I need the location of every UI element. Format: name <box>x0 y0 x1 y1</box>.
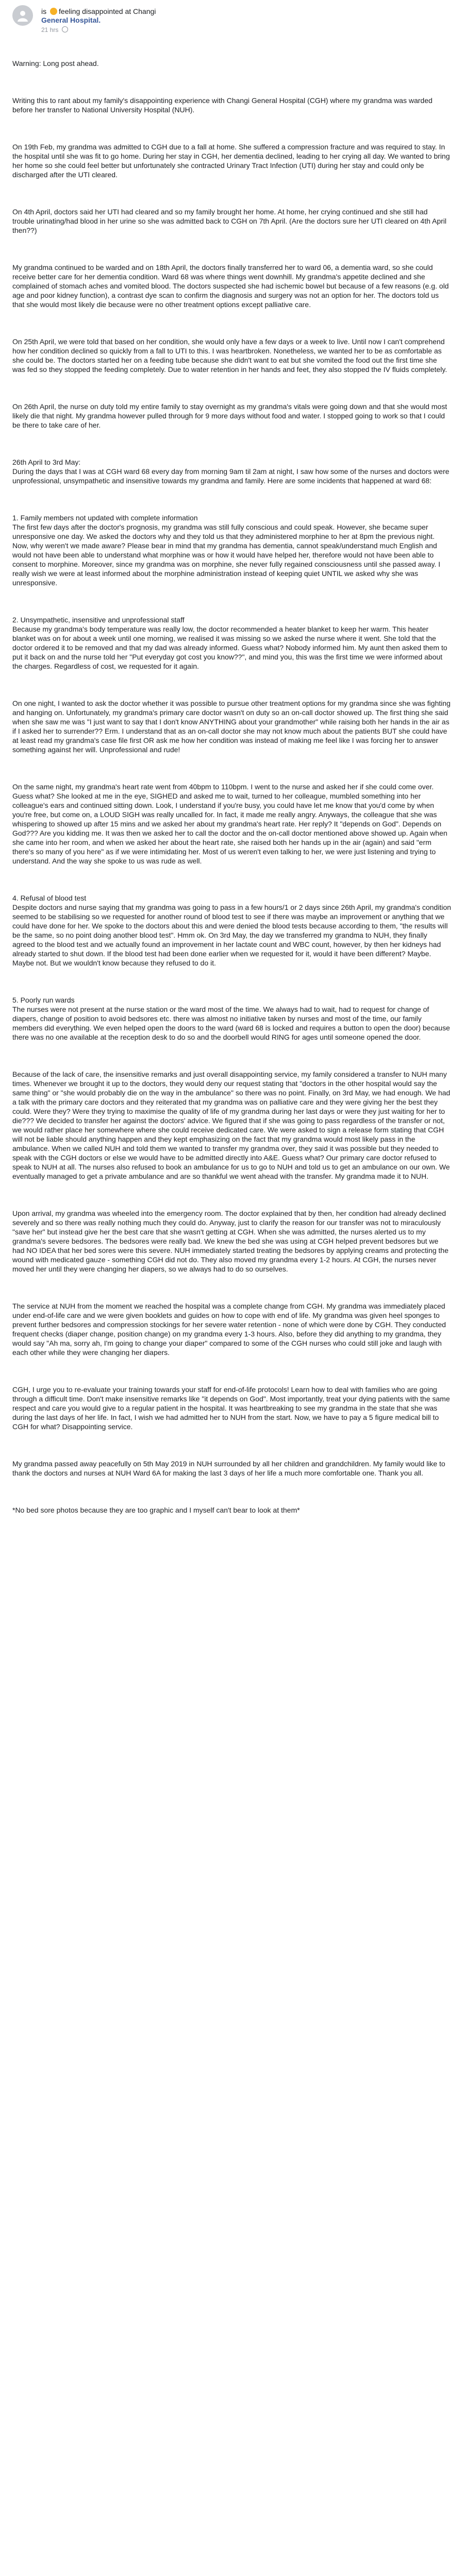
post-meta <box>41 26 452 33</box>
paragraph: On one night, I wanted to ask the doctor whether it was possible to pursue other treatment options for my grandma since she was fighting and hanging on. Unfortunately, my grandma's primary care doctor wasn't on duty so an on-call doctor showed up. The first thing she said when she saw me was "I just want to say that I don't know ANYTHING about your grandmother" while raising both her hands in the air as if I asked her to surrender?? Erm. I understand that as an on-call doctor she may not know much about the patients BUT she could have at least read my grandma's case file first OR ask me how her condition was instead of making me feel like I was forcing her to answer something against her will. Unprofessional and rude! <box>12 699 453 754</box>
paragraph: 26th April to 3rd May: During the days that I was at CGH ward 68 every day from morning 9am til 2am at night, I saw how some of the nurses and doctors were unprofessional, unsympathetic and insensitive towards my grandma and family. Here are some incidents that happened at ward 68: <box>12 458 450 485</box>
paragraph: Writing this to rant about my family's disappointing experience with Changi General Hospital (CGH) where my grandma was warded before her transfer to National University Hospital (NUH). <box>12 96 435 114</box>
paragraph: Because of the lack of care, the insensitive remarks and just overall disappointing service, my family considered a transfer to NUH many times. Whenever we brought it up to the doctors, they would deny our request stating that "doctors in the other hospital would say the same thing" or "she would probably die on the way in the ambulance" so there was no point. Finally, on 3rd May, we had enough. We had a talk with the primary care doctors and they reiterated that my grandma was on palliative care and they were giving her the best they could. Were they? Were they trying to maximise the quality of life of my grandma during her last days or were they just waiting for her to die??? We decided to transfer her against the doctors' advice. We figured that if she was going to pass regardless of the transfer or not, we would rather place her somewhere where she could receive dedicated care. We were asked to sign a release form stating that CGH will not be liable should anything happen and they kept emphasizing on the fact that my grandma would most likely pass in the ambulance. When we called NUH and told them we wanted to transfer my grandma over, they said it was possible but they needed to speak with the CGH doctors or else we would have to be admitted directly into A&E. Guess what? Our primary care doctor refused to speak to NUH at all. The nurses also refused to book an ambulance for us to go to NUH and told us to get an ambulance on our own. We eventually managed to get a private ambulance and are so thankful we went ahead with the transfer. My grandma made it to NUH. <box>12 1070 453 1180</box>
paragraph: 5. Poorly run wards The nurses were not present at the nurse station or the ward most of the time. We always had to wait, had to request for change of diapers, change of position to avoid bedsores etc. there was almost no initiative taken by nurses and most of the time, our family members did everything. We even helped open the doors to the ward (ward 68 is locked and requires a button to open the door) because there was no one available at the reception desk to do so and the doorbell would RING for ages until someone opened the door. <box>12 996 450 1041</box>
timestamp[interactable]: 21 hrs <box>41 26 59 33</box>
avatar[interactable] <box>12 5 33 26</box>
feeling-prefix: is <box>41 7 47 15</box>
paragraph: On the same night, my grandma's heart rate went from 40bpm to 110bpm. I went to the nurse and asked her if she could come over. Guess what? She looked at me in the eye, SIGHED and asked me to wait, turned to her colleague, mumbled something into her colleague's ears and continued sitting down. Look, I understand if you're busy, you could have let me know that you'd come by when you're free, but come on, a LOUD SIGH was really uncalled for. In fact, it made me really angry. Anyways, the colleague that she was whispering to showed up after 15 mins and we asked her about my grandma's heart rate. Her reply? It "depends on God". Depends on God??? Are you kidding me. It was then we asked her to call the doctor and the on-call doctor mentioned above showed up. Again when she came into her room, and when we asked her about the heart rate, she raised both her hands up in the air (again) and said "erm there's so many of you here" as if we were intimidating her. Most of us weren't even talking to her, we were just listening and trying to understand. And the way she spoke to us was rude as well. <box>12 783 450 865</box>
location-link[interactable]: General Hospital. <box>41 16 101 24</box>
paragraph: On 26th April, the nurse on duty told my entire family to stay overnight as my grandma's vitals were going down and that she would most likely die that night. My grandma however pulled through for 9 more days without food and water. I stopped going to work so that I could be there to take care of her. <box>12 402 449 429</box>
post-header-text <box>41 7 452 25</box>
paragraph: CGH, I urge you to re-evaluate your training towards your staff for end-of-life protocols! Learn how to deal with families who are going through a difficult time. Don't make insensitive remarks like "it depends on God". Most importantly, treat your dying patients with the same respect and care you would give to a regular patient in the hospital. It was heartbreaking to see my grandma in the state that she was during the last days of her life. In fact, I wish we had admitted her to NUH from the start. Now, we have to pay a 5 figure medical bill to CGH for what? Disappointing service. <box>12 1385 452 1431</box>
post-body <box>0 40 464 1533</box>
feeling-text: feeling disappointed at Changi <box>59 7 156 15</box>
paragraph: On 19th Feb, my grandma was admitted to CGH due to a fall at home. She suffered a compression fracture and was required to stay. In the hospital until she was fit to go home. During her stay in CGH, her dementia declined, leading to her crying all day. We wanted to bring her home so she could feel better but unfortunately she contracted Urinary Tract Infection (UTI) during her stay and could only be discharged after the UTI cleared. <box>12 143 452 179</box>
paragraph: My grandma passed away peacefully on 5th May 2019 in NUH surrounded by all her children and grandchildren. My family would like to thank the doctors and nurses at NUH Ward 6A for making the last 3 days of her life a much more comfortable one. Thank you all. <box>12 1460 448 1477</box>
post-header <box>0 0 464 40</box>
paragraph: The service at NUH from the moment we reached the hospital was a complete change from CGH. My grandma was immediately placed under end-of-life care and we were given booklets and guides on how to cope with end of life. My grandma was given heel sponges to prevent further bedsores and compression stockings for her severe water retention - none of which were done by CGH. They conducted frequent checks (diaper change, position change) on my grandma every 1-3 hours. Also, before they did anything to my grandma, they would say "Ah ma, sorry ah, I'm going to change your diaper" compared to some of the CGH nurses who could still joke and laugh with each other while they were changing her diapers. <box>12 1302 448 1357</box>
paragraph: Upon arrival, my grandma was wheeled into the emergency room. The doctor explained that by then, her condition had already declined severely and so there was really nothing much they could do. Anyway, just to clarify the reason for our transfer was not to miraculously "save her" but instead give her the best care that she wasn't getting at CGH. When she was admitted, the nurses alerted us to my grandma's severe bedsores. The bedsores were really bad. We knew the bed she was using at CGH helped prevent bedsores but we had NO IDEA that her bed sores were this severe. NUH immediately started treating the bedsores by applying creams and protecting the wound with medicated gauze - something CGH did not do. They also moved my grandma every 1-2 hours. At CGH, the nurses never moved her until they were changing her diapers, so we always had to do so ourselves. <box>12 1209 451 1273</box>
paragraph: Warning: Long post ahead. <box>12 59 99 67</box>
user-silhouette-icon <box>16 9 29 22</box>
paragraph: 1. Family members not updated with complete information The first few days after the doctor's prognosis, my grandma was still fully conscious and could speak. However, she became super unresponsive one day. We asked the doctors why and they told us that they administered morphine to her at 8pm the previous night. Now, why weren't we made aware? Please bear in mind that my grandma has dementia, cannot speak/understand much English and would not have been able to understand what morphine was or how it would have helped her, therefore would not have been able to consent to morphine. Moreover, since my grandma was on morphine, she never fully regained consciousness until she passed away. I really wish we were at least informed about the morphine administration instead of keeping quiet UNTIL we asked why she was unresponsive. <box>12 514 441 587</box>
sad-face-icon <box>50 8 57 15</box>
paragraph: On 25th April, we were told that based on her condition, she would only have a few days or a week to live. Until now I can't comprehend how her condition declined so quickly from a fall to UTI to this. I was heartbroken. Nonetheless, we wanted her to be as comfortable as she could be. The doctors started her on a feeding tube because she didn't want to eat but she vomited the food out the first time she was fed so they stopped the feeding completely. Due to water retention in her hands and feet, they also stopped the IV fluids completely. <box>12 337 448 374</box>
paragraph: 2. Unsympathetic, insensitive and unprofessional staff Because my grandma's body temperature was really low, the doctor recommended a heater blanket to keep her warm. This heater blanket was on for about a week until one morning, we realised it was missing so we asked the nurse where it went. She told that the doctor ordered it to be removed and that my dad was already informed. Guess what? Nobody informed him. My aunt then asked them to put it back on and the nurse told her "Put everyday got cost you know??", and mind you, this was the first time we were informed about the charges. Regardless of cost, we requested for it again. <box>12 616 448 670</box>
paragraph: *No bed sore photos because they are too graphic and I myself can't bear to look at them* <box>12 1506 300 1514</box>
paragraph: 4. Refusal of blood test Despite doctors and nurse saying that my grandma was going to pass in a few hours/1 or 2 days since 26th April, my grandma's condition seemed to be stabilising so we requested for another round of blood test to see if there was maybe an improvement or anything that we could have done for her. We spoke to the doctors about this and were denied the blood tests because according to them, "the results will be the same, so no point doing another blood test". Hmm ok. On 3rd May, the day we transferred my grandma to NUH, they finally agreed to the blood test and we actually found an improvement in her lactate count and WBC count, however, by then her kidneys had already started to shut down. If the blood test had been done earlier when we requested for it, would it have been different? Maybe. Maybe not. But we wouldn't know because they refused to do it. <box>12 894 451 967</box>
paragraph: My grandma continued to be warded and on 18th April, the doctors finally transferred her to ward 06, a dementia ward, so she could receive better care for her dementia condition. Ward 68 was where things went downhill. My grandma's appetite declined and she complained of stomach aches and vomited blood. The doctors suspected she had ischemic bowel but because of a few reasons (e.g. old age and poor kidney function), a contrast dye scan to confirm the diagnosis and surgery was not an option for her. The doctors told us that she would most likely die because were no other treatment options except palliative care. <box>12 263 451 309</box>
paragraph: On 4th April, doctors said her UTI had cleared and so my family brought her home. At home, her crying continued and she still had trouble urinating/had blood in her urine so she was admitted back to CGH on 7th April. (Are the doctors sure her UTI cleared on 4th April then??) <box>12 208 449 234</box>
globe-icon <box>62 26 68 32</box>
